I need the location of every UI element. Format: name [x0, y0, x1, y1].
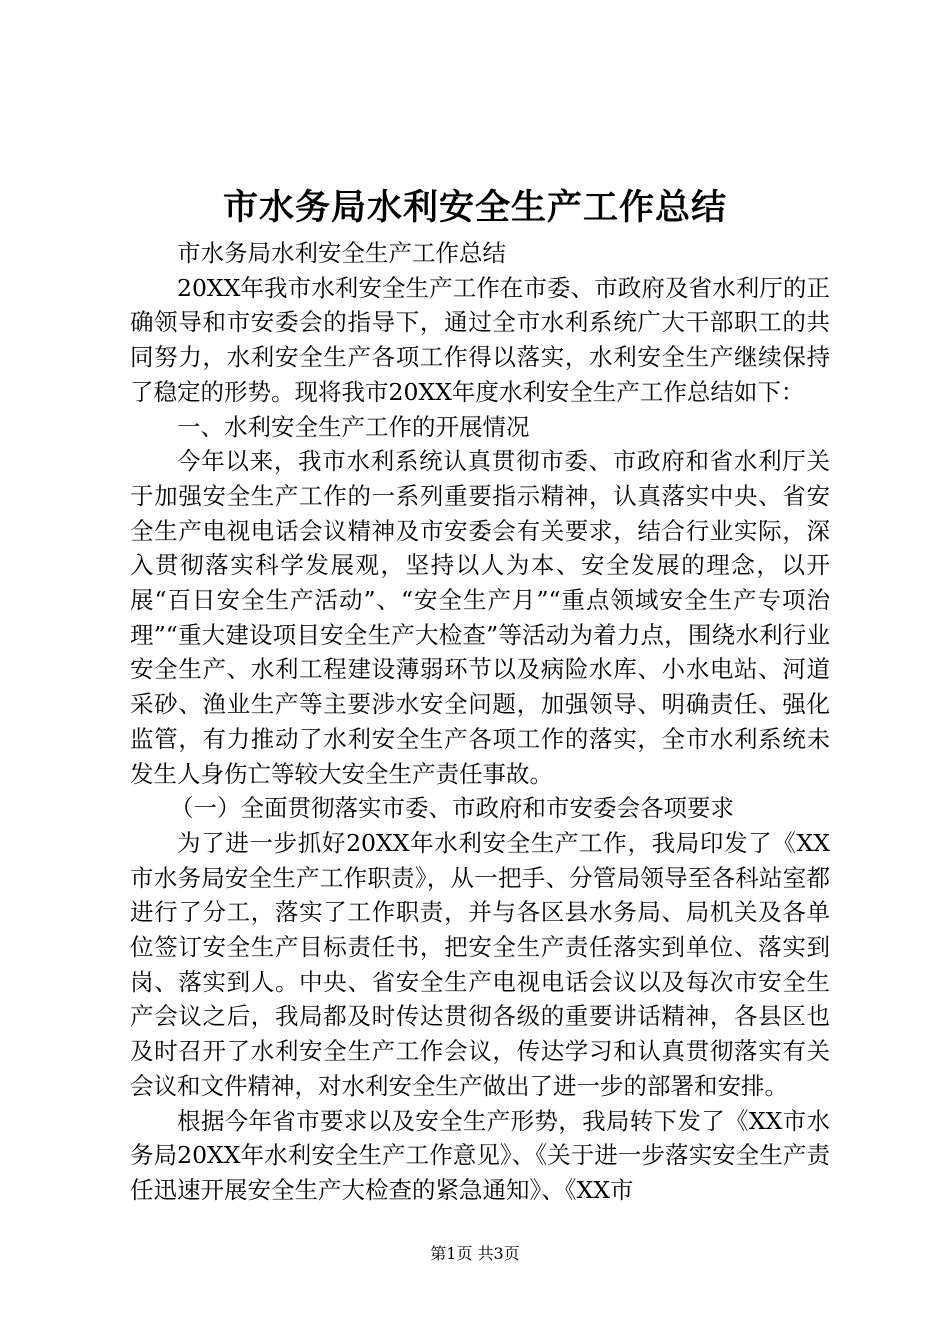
section-heading: 一、水利安全生产工作的开展情况: [177, 412, 530, 441]
body-paragraph-subtitle: 市水务局水利安全生产工作总结: [177, 239, 506, 267]
body-paragraph: 为了进一步抓好20XX年水利安全生产工作，我局印发了《XX市水务局安全生产工作职责》，从一把手、分管局领导至各科站室都进行了分工，落实了工作职责，并与各区县水务局、局机关及各单位签订安全生产目标责任书，把安全生产责任落实到单位、落实到岗、落实到人。中央、省安全生产电视电话会议以及每次市安全生产会议之后，我局都及时传达贯彻各级的重要讲话精神，各县区也及时召开了水利安全生产工作会议，传达学习和认真贯彻落实有关会议和文件精神，对水利安全生产做出了进一步的部署和安排。: [130, 828, 830, 1100]
subsection-heading: （一）全面贯彻落实市委、市政府和市安委会各项要求: [170, 794, 734, 823]
document-title: 市水务局水利安全生产工作总结: [222, 187, 727, 228]
page-footer: 第1页 共3页: [430, 1244, 520, 1263]
body-paragraph: 根据今年省市要求以及安全生产形势，我局转下发了《XX市水务局20XX年水利安全生产工作意见》、《关于进一步落实安全生产责任迅速开展安全生产大检查的紧急通知》、《XX市: [130, 1106, 830, 1204]
body-paragraph-intro: 20XX年我市水利安全生产工作在市委、市政府及省水利厅的正确领导和市安委会的指导下，通过全市水利系统广大干部职工的共同努力，水利安全生产各项工作得以落实，水利安全生产继续保持了稳定的形势。现将我市20XX年度水利安全生产工作总结如下：: [130, 273, 830, 406]
document-body: [130, 236, 830, 1208]
body-paragraph: 今年以来，我市水利系统认真贯彻市委、市政府和省水利厅关于加强安全生产工作的一系列重要指示精神，认真落实中央、省安全生产电视电话会议精神及市安委会有关要求，结合行业实际，深入贯彻落实科学发展观，坚持以人为本、安全发展的理念，以开展“百日安全生产活动”、“安全生产月”“重点领域安全生产专项治理”“重大建设项目安全生产大检查”等活动为着力点，围绕水利行业安全生产、水利工程建设薄弱环节以及病险水库、小水电站、河道采砂、渔业生产等主要涉水安全问题，加强领导、明确责任、强化监管，有力推动了水利安全生产各项工作的落实，全市水利系统未发生人身伤亡等较大安全生产责任事故。: [130, 447, 830, 788]
